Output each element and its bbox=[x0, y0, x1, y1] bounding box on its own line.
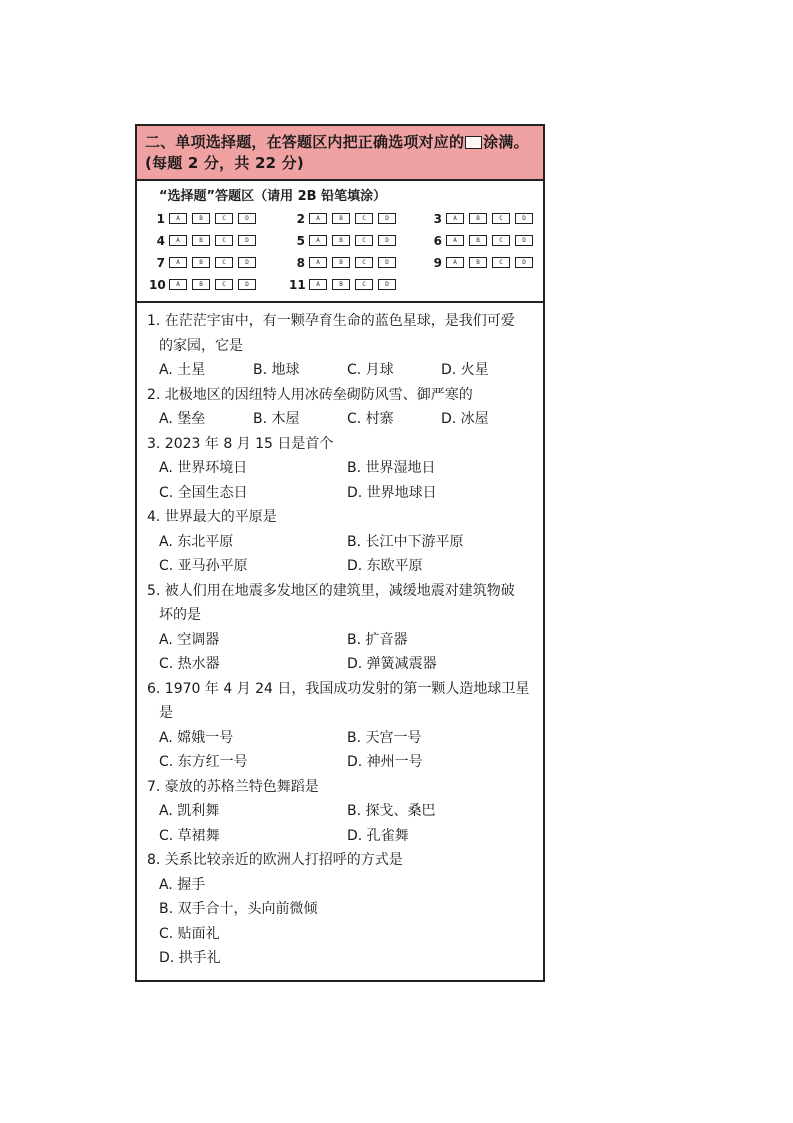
answer-sheet-area bbox=[137, 181, 543, 303]
answer-bubble-b[interactable]: B bbox=[332, 235, 350, 246]
question-number: 9 bbox=[433, 255, 442, 270]
option-choice: B. 木屋 bbox=[253, 411, 300, 427]
answer-bubble-b[interactable]: B bbox=[469, 213, 487, 224]
answer-bubble-c[interactable]: C bbox=[355, 279, 373, 290]
answer-bubble-b[interactable]: B bbox=[469, 257, 487, 268]
option-choice: D. 神州一号 bbox=[347, 754, 423, 770]
option-choice: C. 东方红一号 bbox=[159, 754, 248, 770]
option-choice: D. 冰屋 bbox=[441, 411, 489, 427]
answer-bubble-row bbox=[289, 254, 426, 271]
answer-bubble-row bbox=[149, 254, 289, 271]
answer-bubble-c[interactable]: C bbox=[215, 257, 233, 268]
answer-bubble-a[interactable]: A bbox=[446, 257, 464, 268]
options-row bbox=[147, 726, 535, 751]
option-choice: A. 东北平原 bbox=[159, 533, 234, 550]
answer-bubble-b[interactable]: B bbox=[192, 213, 210, 224]
question-item bbox=[147, 579, 535, 677]
option-choice: A. 堡垒 bbox=[159, 411, 206, 427]
options-row bbox=[147, 456, 535, 481]
question-number: 4 bbox=[156, 233, 165, 248]
question-stem: 6. 1970 年 4 月 24 日，我国成功发射的第一颗人造地球卫星 bbox=[147, 680, 530, 697]
answer-bubble-a[interactable]: A bbox=[309, 235, 327, 246]
question-stem: 8. 关系比较亲近的欧洲人打招呼的方式是 bbox=[147, 852, 403, 868]
question-number: 5 bbox=[296, 233, 305, 248]
answer-bubble-c[interactable]: C bbox=[215, 235, 233, 246]
answer-bubble-d[interactable]: D bbox=[378, 213, 396, 224]
option-choice: C. 月球 bbox=[347, 362, 394, 378]
question-item bbox=[147, 677, 535, 775]
answer-bubble-d[interactable]: D bbox=[238, 279, 256, 290]
question-number: 10 bbox=[149, 277, 166, 292]
answer-bubble-row bbox=[426, 210, 546, 227]
option-choice: D. 东欧平原 bbox=[347, 558, 423, 574]
question-item bbox=[147, 432, 535, 506]
option-choice: D. 弹簧减震器 bbox=[347, 656, 437, 672]
answer-bubble-b[interactable]: B bbox=[192, 279, 210, 290]
question-stem: 是 bbox=[159, 705, 173, 721]
answer-bubble-c[interactable]: C bbox=[215, 279, 233, 290]
answer-bubble-d[interactable]: D bbox=[238, 235, 256, 246]
answer-bubble-b[interactable]: B bbox=[469, 235, 487, 246]
option-choice: B. 世界湿地日 bbox=[347, 460, 436, 476]
option-choice: A. 嫦娥一号 bbox=[159, 729, 234, 746]
option-choice: C. 贴面礼 bbox=[159, 925, 220, 942]
question-number: 1 bbox=[156, 211, 165, 226]
question-item bbox=[147, 848, 535, 971]
answer-bubble-d[interactable]: D bbox=[238, 257, 256, 268]
answer-bubble-c[interactable]: C bbox=[492, 257, 510, 268]
options-row bbox=[147, 628, 535, 653]
option-choice: B. 天宫一号 bbox=[347, 729, 422, 746]
answer-bubble-a[interactable]: A bbox=[309, 279, 327, 290]
question-stem: 7. 豪放的苏格兰特色舞蹈是 bbox=[147, 778, 319, 795]
question-number: 7 bbox=[156, 255, 165, 270]
option-choice: A. 土星 bbox=[159, 362, 206, 378]
options-row bbox=[147, 824, 535, 849]
option-choice: B. 双手合十，头向前微倾 bbox=[159, 901, 318, 917]
answer-bubble-a[interactable]: A bbox=[169, 279, 187, 290]
options-row bbox=[147, 652, 535, 677]
option-choice: A. 空调器 bbox=[159, 631, 220, 648]
options-row bbox=[147, 358, 535, 383]
section-header bbox=[137, 126, 543, 181]
option-choice: A. 世界环境日 bbox=[159, 460, 248, 476]
option-choice: D. 孔雀舞 bbox=[347, 827, 409, 844]
answer-bubble-b[interactable]: B bbox=[332, 257, 350, 268]
answer-bubble-a[interactable]: A bbox=[446, 213, 464, 224]
question-list bbox=[137, 303, 543, 971]
answer-bubble-row bbox=[149, 210, 289, 227]
option-choice: D. 火星 bbox=[441, 362, 489, 378]
options-row bbox=[147, 799, 535, 824]
option-choice: D. 世界地球日 bbox=[347, 484, 437, 501]
answer-bubble-b[interactable]: B bbox=[332, 279, 350, 290]
answer-bubble-b[interactable]: B bbox=[332, 213, 350, 224]
bubble-grid bbox=[149, 210, 543, 293]
question-number: 8 bbox=[296, 255, 305, 270]
option-choice: C. 热水器 bbox=[159, 656, 220, 672]
answer-bubble-row bbox=[289, 232, 426, 249]
question-stem: 3. 2023 年 8 月 15 日是首个 bbox=[147, 435, 334, 452]
answer-bubble-d[interactable]: D bbox=[378, 235, 396, 246]
options-row bbox=[147, 530, 535, 555]
answer-bubble-d[interactable]: D bbox=[515, 235, 533, 246]
exam-section bbox=[135, 124, 545, 982]
instruction-text-end: 涂满。 bbox=[483, 133, 529, 151]
option-choice: C. 亚马孙平原 bbox=[159, 558, 248, 574]
question-item bbox=[147, 505, 535, 579]
question-number: 6 bbox=[433, 233, 442, 248]
section-instruction bbox=[145, 132, 535, 153]
question-stem: 坏的是 bbox=[159, 607, 201, 623]
fill-box-icon bbox=[465, 136, 482, 149]
question-stem: 1. 在茫茫宇宙中，有一颗孕育生命的蓝色星球，是我们可爱 bbox=[147, 313, 515, 329]
answer-bubble-d[interactable]: D bbox=[515, 257, 533, 268]
options-row bbox=[147, 554, 535, 579]
question-number: 3 bbox=[433, 211, 442, 226]
answer-bubble-c[interactable]: C bbox=[355, 213, 373, 224]
question-number: 11 bbox=[289, 277, 306, 292]
answer-bubble-row bbox=[149, 276, 289, 293]
answer-bubble-c[interactable]: C bbox=[355, 235, 373, 246]
answer-bubble-d[interactable]: D bbox=[378, 279, 396, 290]
question-stem: 4. 世界最大的平原是 bbox=[147, 509, 277, 525]
answer-bubble-a[interactable]: A bbox=[169, 213, 187, 224]
option-choice: D. 拱手礼 bbox=[159, 950, 221, 966]
answer-bubble-row bbox=[426, 232, 546, 249]
option-choice: C. 全国生态日 bbox=[159, 484, 248, 501]
option-choice: B. 地球 bbox=[253, 362, 300, 378]
option-choice: A. 握手 bbox=[159, 876, 206, 893]
answer-bubble-a[interactable]: A bbox=[169, 257, 187, 268]
answer-bubble-d[interactable]: D bbox=[378, 257, 396, 268]
answer-bubble-c[interactable]: C bbox=[492, 213, 510, 224]
question-item bbox=[147, 309, 535, 383]
answer-bubble-a[interactable]: A bbox=[169, 235, 187, 246]
answer-bubble-a[interactable]: A bbox=[309, 213, 327, 224]
answer-bubble-row bbox=[289, 210, 426, 227]
answer-bubble-d[interactable]: D bbox=[238, 213, 256, 224]
question-stem: 5. 被人们用在地震多发地区的建筑里，减缓地震对建筑物破 bbox=[147, 582, 515, 599]
options-row bbox=[147, 750, 535, 775]
question-item bbox=[147, 775, 535, 849]
question-stem: 的家园，它是 bbox=[159, 337, 243, 354]
answer-bubble-c[interactable]: C bbox=[492, 235, 510, 246]
score-note: (每题 2 分，共 22 分) bbox=[145, 154, 304, 172]
answer-bubble-c[interactable]: C bbox=[355, 257, 373, 268]
options-row bbox=[147, 481, 535, 506]
answer-bubble-c[interactable]: C bbox=[215, 213, 233, 224]
answer-bubble-row bbox=[289, 276, 426, 293]
options-row bbox=[147, 407, 535, 432]
option-choice: B. 探戈、桑巴 bbox=[347, 803, 436, 819]
answer-bubble-a[interactable]: A bbox=[309, 257, 327, 268]
option-choice: B. 长江中下游平原 bbox=[347, 533, 464, 550]
option-choice: C. 村寨 bbox=[347, 411, 394, 427]
answer-bubble-row bbox=[426, 254, 546, 271]
question-stem: 2. 北极地区的因纽特人用冰砖垒砌防风雪、御严寒的 bbox=[147, 386, 473, 403]
answer-bubble-a[interactable]: A bbox=[446, 235, 464, 246]
option-choice: A. 凯利舞 bbox=[159, 803, 220, 819]
answer-bubble-b[interactable]: B bbox=[192, 235, 210, 246]
option-choice: C. 草裙舞 bbox=[159, 827, 220, 844]
instruction-text: 二、单项选择题，在答题区内把正确选项对应的 bbox=[145, 133, 465, 151]
answer-bubble-row bbox=[149, 232, 289, 249]
answer-bubble-b[interactable]: B bbox=[192, 257, 210, 268]
option-choice: B. 扩音器 bbox=[347, 631, 408, 648]
question-item bbox=[147, 383, 535, 432]
answer-bubble-d[interactable]: D bbox=[515, 213, 533, 224]
question-number: 2 bbox=[296, 211, 305, 226]
answer-area-title: “选择题”答题区（请用 2B 铅笔填涂） bbox=[159, 189, 387, 204]
